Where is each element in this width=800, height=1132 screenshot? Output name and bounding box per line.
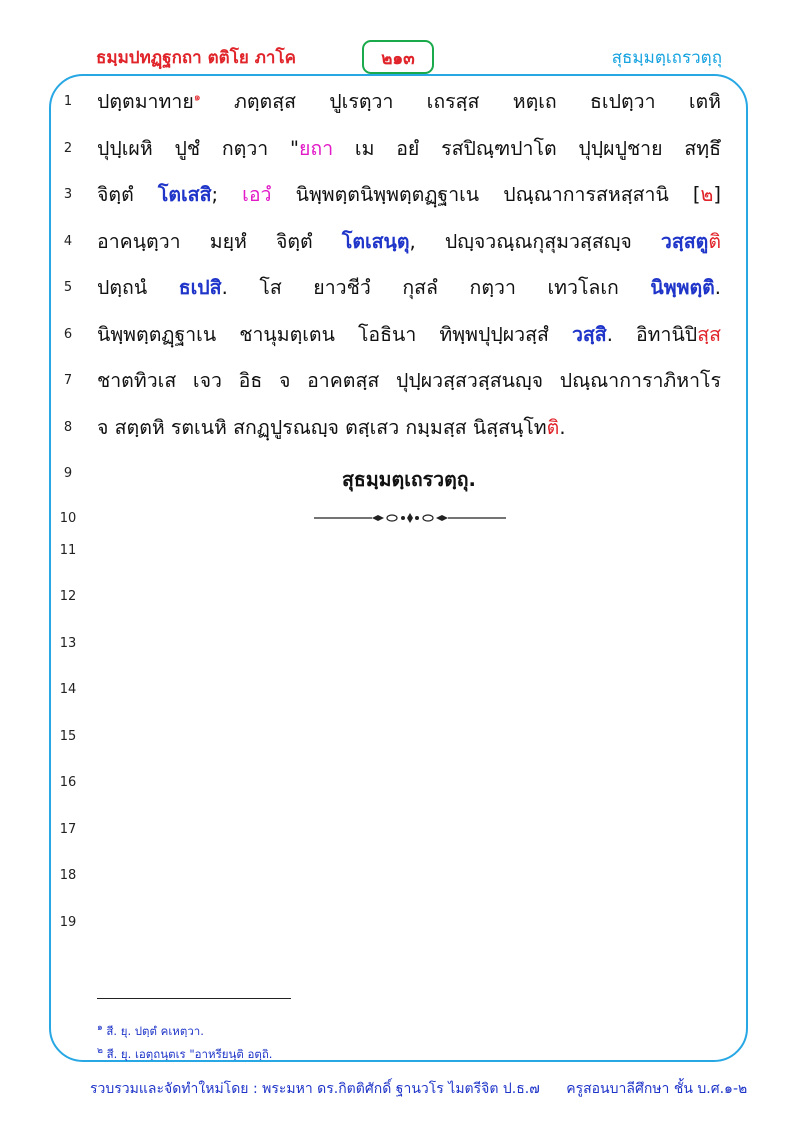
text-segment: วสฺสตู [660, 230, 709, 253]
text-line [97, 272, 721, 303]
text-segment: ภตฺตสฺส ปูเรตฺวา เถรสฺส หตฺเถ ธเปตฺวา เตหิ [200, 90, 721, 113]
line-number: 17 [59, 822, 77, 837]
text-segment: , ปญฺจวณฺณกุสุมวสฺสญฺจ [409, 230, 661, 253]
header-story-title: สุธมฺมตฺเถรวตฺถุ [611, 48, 722, 68]
line-number: 3 [63, 187, 73, 202]
text-segment: ปตฺถนํ [97, 276, 179, 299]
page-footer [90, 1078, 747, 1100]
footnote-text: สี. ยุ. ปตฺตํ คเหตฺวา. [106, 1023, 204, 1038]
line-number: 13 [59, 636, 77, 651]
footnote-mark: ๒ [97, 1046, 103, 1056]
text-segment: โตเสนฺตุ [341, 230, 410, 253]
footnote-mark: ๑ [97, 1023, 103, 1033]
text-segment: ธเปสิ [178, 276, 222, 299]
text-segment: ] [713, 183, 722, 206]
line-number: 14 [59, 682, 77, 697]
ornament-divider [314, 510, 506, 530]
line-number: 11 [59, 543, 77, 558]
text-segment: ชาตทิวเส เจว อิธ จ อาคตสฺส ปุปฺผวสฺสวสฺสนญฺจ ปณฺณาการาภิหาโร [97, 369, 721, 392]
text-segment: . [714, 276, 721, 299]
footnote-1 [97, 1020, 204, 1041]
footnote-2 [97, 1043, 272, 1064]
text-segment: ติ [546, 416, 560, 439]
text-line [97, 179, 721, 210]
line-number: 19 [59, 915, 77, 930]
text-segment: นิพฺพตฺตนิพฺพตฺตฏฺฐาเน ปณฺณาการสหสฺสานิ [ [271, 183, 701, 206]
text-line [97, 412, 721, 443]
text-segment: ปุปฺเผหิ ปูชํ กตฺวา " [97, 137, 299, 160]
footnote-text: สี. ยุ. เอตฺถนฺตเร "อาหรียนฺติ อตฺถิ. [106, 1046, 273, 1061]
footer-course: ครูสอนบาลีศึกษา ชั้น บ.ศ.๑-๒ [566, 1081, 748, 1097]
text-line [97, 319, 721, 350]
header-book-title: ธมฺมปทฏฺฐกถา ตติโย ภาโค [96, 48, 296, 68]
footnote-divider [97, 998, 291, 999]
text-line [97, 86, 721, 117]
line-number: 9 [63, 466, 73, 481]
text-segment: ; [211, 183, 243, 206]
line-number: 8 [63, 420, 73, 435]
text-segment: จ สตฺตหิ รตเนหิ สกฏฺปูรณญฺจ ตสฺเสว กมฺมสฺส นิสฺสนฺโท [97, 416, 547, 439]
line-number: 1 [63, 94, 73, 109]
line-number: 10 [59, 511, 77, 526]
text-segment: จิตฺตํ [97, 183, 158, 206]
text-segment: โตเสสิ [157, 183, 212, 206]
line-number: 15 [59, 729, 77, 744]
footer-compiler: รวบรวมและจัดทำใหม่โดย : พระมหา ดร.กิตติศักดิ์ ฐานวโร ไมตรีจิต ป.ธ.๗ [90, 1081, 540, 1097]
line-number: 6 [63, 327, 73, 342]
line-number: 16 [59, 775, 77, 790]
line-number: 2 [63, 141, 73, 156]
text-line [97, 365, 721, 396]
text-segment: . โส ยาวชีวํ กุสลํ กตฺวา เทวโลเก [221, 276, 651, 299]
text-segment: ปตฺตมาทาย [97, 90, 194, 113]
line-number: 12 [59, 589, 77, 604]
text-segment: วสฺสิ [571, 323, 607, 346]
text-segment: นิพฺพตฺตฏฺฐาเน ชานุมตฺเตน โอธินา ทิพฺพปุปฺผวสฺสํ [97, 323, 572, 346]
text-line [97, 133, 721, 164]
text-segment: เม อยํ รสปิณฺฑปาโต ปุปฺผปูชาย สทฺธึ [333, 137, 721, 160]
footnote-reference: ๑ [193, 90, 201, 104]
text-segment: อาคนฺตฺวา มยฺหํ จิตฺตํ [97, 230, 342, 253]
text-segment: เอวํ [242, 183, 272, 206]
page-frame [49, 74, 748, 1062]
text-segment: นิพฺพตฺติ [650, 276, 715, 299]
line-number: 4 [63, 234, 73, 249]
page-number-badge: ๒๑๓ [362, 40, 434, 74]
text-segment: . อิทานิปิ [606, 323, 698, 346]
text-segment: ติ [708, 230, 721, 253]
text-segment: สฺส [697, 323, 721, 346]
line-number: 18 [59, 868, 77, 883]
text-segment: ยถา [298, 137, 334, 160]
line-number: 5 [63, 280, 73, 295]
line-number: 7 [63, 373, 73, 388]
text-line [97, 226, 721, 257]
story-end-title: สุธมฺมตฺเถรวตฺถุ. [342, 468, 476, 491]
text-segment: . [559, 416, 566, 439]
text-segment: ๒ [700, 183, 714, 206]
